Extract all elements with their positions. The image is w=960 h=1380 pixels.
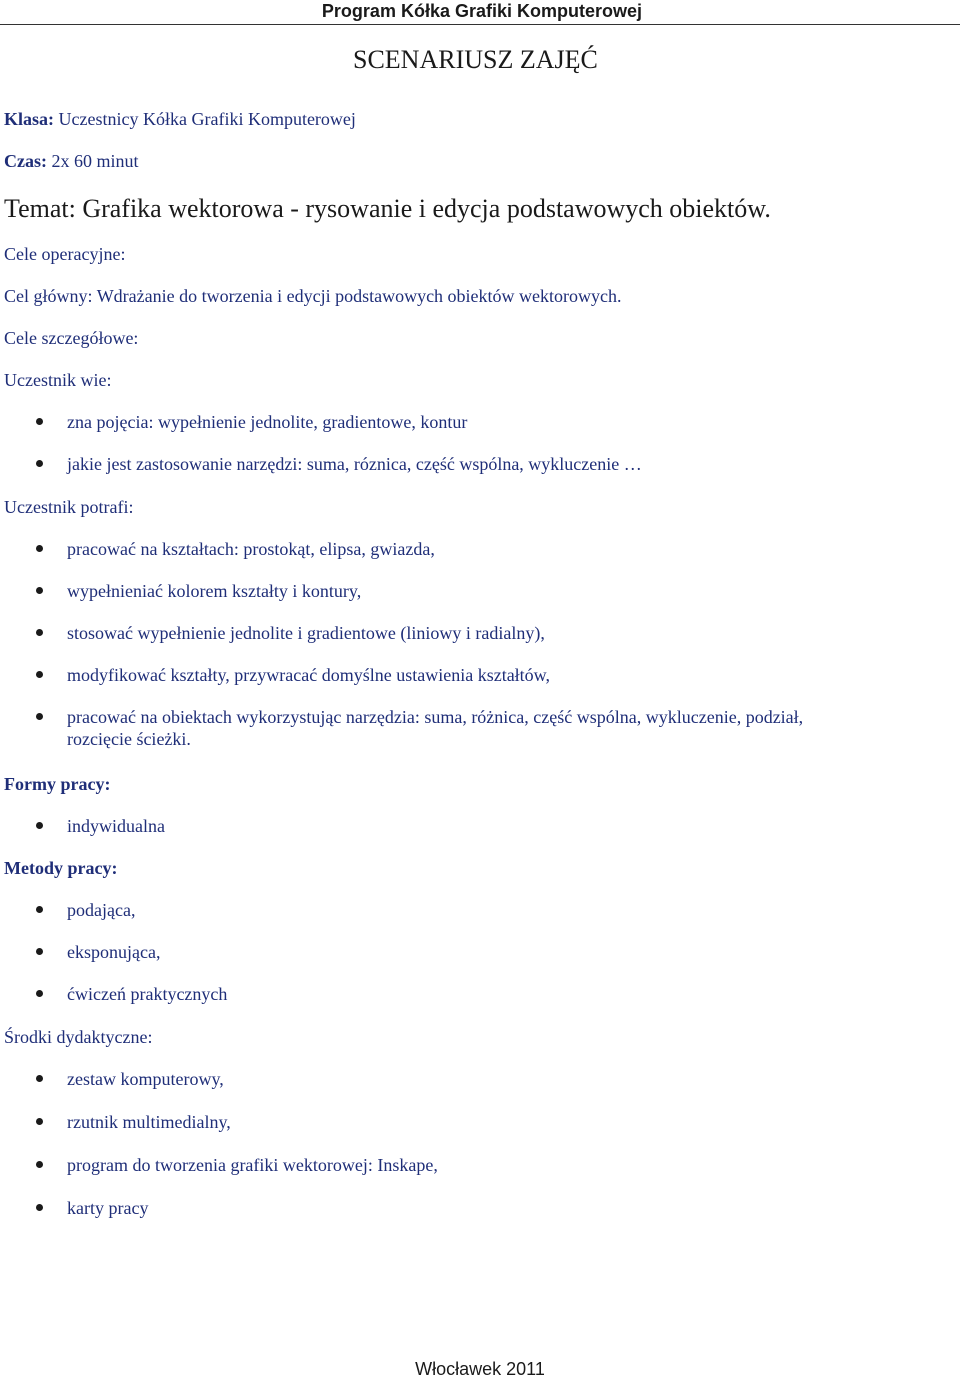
czas-line	[4, 150, 139, 172]
srodki-dydaktyczne-heading: Środki dydaktyczne:	[4, 1027, 153, 1047]
header-divider	[0, 24, 960, 25]
list-item: zna pojęcia: wypełnienie jednolite, gradientowe, kontur	[0, 411, 960, 433]
bullet-icon	[36, 629, 43, 636]
formy-pracy-heading: Formy pracy:	[4, 774, 111, 794]
list-item: jakie jest zastosowanie narzędzi: suma, róznica, część wspólna, wykluczenie …	[0, 453, 960, 475]
footer-place-date: Włocławek 2011	[415, 1359, 545, 1379]
metody-list	[0, 899, 960, 1005]
srodki-list	[0, 1068, 960, 1219]
list-item: pracować na kształtach: prostokąt, elipsa, gwiazda,	[0, 538, 960, 560]
list-item: pracować na obiektach wykorzystując narzędzia: suma, różnica, część wspólna, wykluczenie, podział,	[0, 706, 960, 728]
uczestnik-potrafi-heading: Uczestnik potrafi:	[4, 497, 134, 517]
formy-list	[0, 815, 960, 837]
list-item: zestaw komputerowy,	[0, 1068, 960, 1090]
temat-value: Grafika wektorowa - rysowanie i edycja podstawowych obiektów.	[82, 194, 771, 223]
bullet-icon	[36, 948, 43, 955]
bullet-icon	[36, 545, 43, 552]
klasa-value: Uczestnicy Kółka Grafiki Komputerowej	[58, 109, 356, 129]
czas-label: Czas:	[4, 151, 47, 171]
list-item: karty pracy	[0, 1197, 960, 1219]
klasa-line	[4, 108, 356, 130]
list-item-continuation: rozcięcie ścieżki.	[67, 729, 191, 749]
cel-glowny-value: Wdrażanie do tworzenia i edycji podstawowych obiektów wektorowych.	[96, 286, 622, 306]
list-item: ćwiczeń praktycznych	[0, 983, 960, 1005]
list-item: wypełnieniać kolorem kształty i kontury,	[0, 580, 960, 602]
program-header: Program Kółka Grafiki Komputerowej	[321, 1, 642, 21]
list-item: eksponująca,	[0, 941, 960, 963]
cele-operacyjne-heading: Cele operacyjne:	[4, 244, 126, 264]
metody-pracy-heading: Metody pracy:	[4, 858, 118, 878]
temat-line	[4, 194, 771, 224]
uczestnik-wie-heading: Uczestnik wie:	[4, 370, 112, 390]
bullet-icon	[36, 460, 43, 467]
bullet-icon	[36, 1161, 43, 1168]
scenario-title: SCENARIUSZ ZAJĘĆ	[353, 45, 598, 74]
bullet-icon	[36, 1204, 43, 1211]
bullet-icon	[36, 418, 43, 425]
czas-value: 2x 60 minut	[51, 151, 139, 171]
bullet-icon	[36, 990, 43, 997]
wie-list	[0, 411, 960, 475]
list-item: stosować wypełnienie jednolite i gradientowe (liniowy i radialny),	[0, 622, 960, 644]
list-item: rzutnik multimedialny,	[0, 1111, 960, 1133]
bullet-icon	[36, 822, 43, 829]
list-item: modyfikować kształty, przywracać domyślne ustawienia kształtów,	[0, 664, 960, 686]
temat-label: Temat:	[4, 194, 76, 223]
bullet-icon	[36, 1118, 43, 1125]
klasa-label: Klasa:	[4, 109, 55, 129]
bullet-icon	[36, 713, 43, 720]
bullet-icon	[36, 906, 43, 913]
cele-szczegolowe-heading: Cele szczegółowe:	[4, 328, 139, 348]
bullet-icon	[36, 1075, 43, 1082]
list-item: program do tworzenia grafiki wektorowej: Inskape,	[0, 1154, 960, 1176]
potrafi-list	[0, 538, 960, 750]
cel-glowny-label: Cel główny:	[4, 286, 93, 306]
cel-glowny-line	[4, 285, 622, 307]
list-item: indywidualna	[0, 815, 960, 837]
bullet-icon	[36, 671, 43, 678]
bullet-icon	[36, 587, 43, 594]
list-item: podająca,	[0, 899, 960, 921]
